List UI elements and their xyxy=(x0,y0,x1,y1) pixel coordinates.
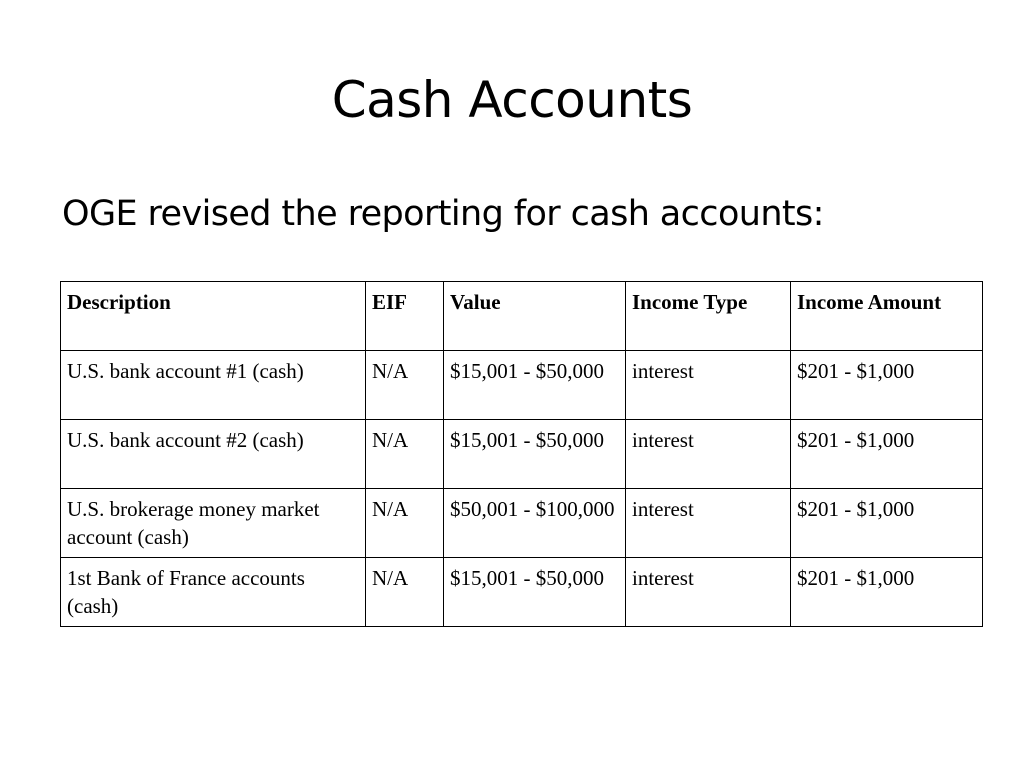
cell-income-amount: $201 - $1,000 xyxy=(791,558,983,627)
cell-value: $15,001 - $50,000 xyxy=(444,351,626,420)
table-row xyxy=(61,351,983,420)
slide-title: Cash Accounts xyxy=(331,71,693,129)
cell-income-type: interest xyxy=(626,558,791,627)
cell-description: U.S. bank account #1 (cash) xyxy=(61,351,366,420)
header-eif: EIF xyxy=(366,282,444,351)
cell-income-amount: $201 - $1,000 xyxy=(791,489,983,558)
cell-income-amount: $201 - $1,000 xyxy=(791,420,983,489)
header-description: Description xyxy=(61,282,366,351)
cell-eif: N/A xyxy=(366,351,444,420)
cell-value: $15,001 - $50,000 xyxy=(444,420,626,489)
cell-value: $50,001 - $100,000 xyxy=(444,489,626,558)
cell-description: U.S. brokerage money market account (cash) xyxy=(61,489,366,558)
slide-subtitle: OGE revised the reporting for cash accounts: xyxy=(62,194,824,234)
cell-income-type: interest xyxy=(626,351,791,420)
cell-description: U.S. bank account #2 (cash) xyxy=(61,420,366,489)
cell-eif: N/A xyxy=(366,558,444,627)
cell-income-type: interest xyxy=(626,489,791,558)
cell-income-amount: $201 - $1,000 xyxy=(791,351,983,420)
cell-income-type: interest xyxy=(626,420,791,489)
header-income-amount: Income Amount xyxy=(791,282,983,351)
cell-value: $15,001 - $50,000 xyxy=(444,558,626,627)
header-value: Value xyxy=(444,282,626,351)
cell-eif: N/A xyxy=(366,489,444,558)
cell-description: 1st Bank of France accounts (cash) xyxy=(61,558,366,627)
table-row xyxy=(61,420,983,489)
cell-eif: N/A xyxy=(366,420,444,489)
cash-accounts-table xyxy=(60,281,983,627)
table-row xyxy=(61,558,983,627)
table-row xyxy=(61,489,983,558)
table-header-row xyxy=(61,282,983,351)
header-income-type: Income Type xyxy=(626,282,791,351)
